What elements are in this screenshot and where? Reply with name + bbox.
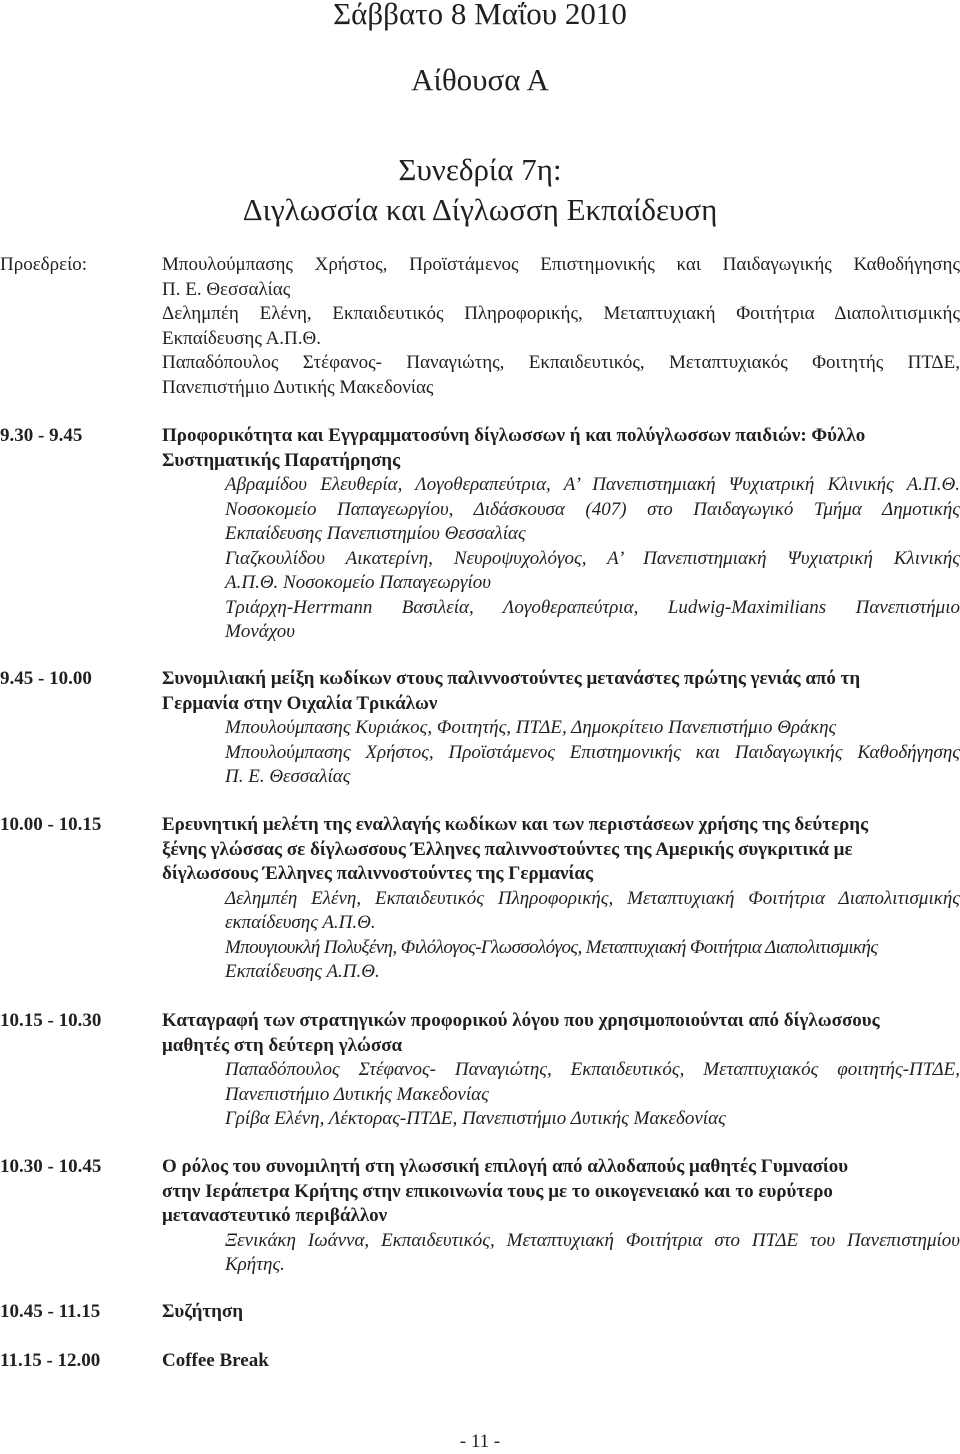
talk-title-line: Ο ρόλος του συνομιλητή στη γλωσσική επιλογή από αλλοδαπούς μαθητές Γυμνασίου [162, 1156, 849, 1177]
coffee-break-label: Coffee Break [162, 1350, 269, 1371]
presidium-line: Εκπαίδευσης Α.Π.Θ. [162, 327, 321, 349]
talk-author-line: Εκπαίδευσης Α.Π.Θ. [225, 961, 380, 982]
page-number: - 11 - [459, 1431, 501, 1452]
presidium-line: Π. Ε. Θεσσαλίας [162, 278, 291, 300]
talk-title-line: Συνομιλιακή μείξη κωδίκων στους παλιννοστούντες μετανάστες πρώτης γενιάς από τη [162, 668, 861, 689]
talk-title-line: μεταναστευτικό περιβάλλον [162, 1205, 388, 1226]
talk-author-line: Κρήτης. [225, 1254, 285, 1275]
talk-time: 10.30 - 10.45 [0, 1156, 102, 1177]
talk-time: 9.30 - 9.45 [0, 425, 83, 446]
talk-author-line: Αβραμίδου Ελευθερία, Λογοθεραπεύτρια, Α’ Πανεπιστημιακή Ψυχιατρική Κλινικής Α.Π.Θ. [225, 474, 960, 495]
talk-title-line: ξένης γλώσσας σε δίγλωσσους Έλληνες παλιννοστούντες της Αμερικής συγκριτικά με [162, 838, 853, 860]
presidium-block [162, 253, 960, 400]
talk-author-line: Μονάχου [225, 621, 295, 642]
presidium-line: Δελημπέη Ελένη, Εκπαιδευτικός Πληροφορικής, Μεταπτυχιακή Φοιτήτρια Διαπολιτισμικής [162, 303, 960, 324]
break-time: 11.15 - 12.00 [0, 1350, 101, 1371]
talk-author-line: εκπαίδευσης Α.Π.Θ. [225, 912, 376, 933]
talk-title-line: Συστηματικής Παρατήρησης [162, 449, 401, 471]
talk-author-line: Γιαζκουλίδου Αικατερίνη, Νευροψυχολόγος, Α’ Πανεπιστημιακή Ψυχιατρική Κλινικής [225, 547, 960, 569]
talk-title-line: Καταγραφή των στρατηγικών προφορικού λόγου που χρησιμοποιούνται από δίγλωσσους [162, 1010, 880, 1031]
talk-entry [162, 667, 960, 790]
talk-author-line: Μπουλούμπασης Χρήστος, Προϊστάμενος Επιστημονικής και Παιδαγωγικής Καθοδήγησης [225, 741, 960, 763]
talk-author-line: Τριάρχη-Herrmann Βασιλεία, Λογοθεραπεύτρια, Ludwig-Maximilians Πανεπιστήμιο [225, 596, 960, 618]
talk-time: 10.00 - 10.15 [0, 814, 102, 835]
talk-entry [162, 1009, 960, 1132]
talk-author-line: Α.Π.Θ. Νοσοκομείο Παπαγεωργίου [225, 572, 491, 593]
talk-entry [162, 424, 960, 645]
talk-author-line: Δελημπέη Ελένη, Εκπαιδευτικός Πληροφορικής, Μεταπτυχιακή Φοιτήτρια Διαπολιτισμικής [225, 887, 960, 909]
talk-author-line: Πανεπιστήμιο Δυτικής Μακεδονίας [225, 1083, 489, 1105]
presidium-line: Παπαδόπουλος Στέφανος- Παναγιώτης, Εκπαιδευτικός, Μεταπτυχιακός Φοιτητής ΠΤΔΕ, [162, 352, 960, 373]
talk-time: 10.15 - 10.30 [0, 1010, 102, 1031]
talk-title-line: μαθητές στη δεύτερη γλώσσα [162, 1034, 403, 1056]
presidium-label: Προεδρείο: [0, 254, 87, 275]
presidium-line: Μπουλούμπασης Χρήστος, Προϊστάμενος Επιστημονικής και Παιδαγωγικής Καθοδήγησης [162, 254, 960, 275]
talk-title-line: στην Ιεράπετρα Κρήτης στην επικοινωνία τους με το οικογενειακό και το ευρύτερο [162, 1180, 833, 1202]
talk-title-line: Γερμανία στην Οιχαλία Τρικάλων [162, 692, 438, 714]
talk-title-line: Ερευνητική μελέτη της εναλλαγής κωδίκων και των περιστάσεων χρήσης της δεύτερης [162, 814, 869, 835]
talk-author-line: Εκπαίδευσης Πανεπιστημίου Θεσσαλίας [225, 523, 526, 544]
break-time: 10.45 - 11.15 [0, 1301, 101, 1322]
session-title: Συνεδρία 7η: [398, 152, 562, 187]
talk-author-line: Παπαδόπουλος Στέφανος- Παναγιώτης, Εκπαιδευτικός, Μεταπτυχιακός φοιτητής-ΠΤΔΕ, [225, 1059, 960, 1080]
presidium-line: Πανεπιστήμιο Δυτικής Μακεδονίας [162, 376, 434, 398]
date-title: Σάββατο 8 Μαΐου 2010 [333, 0, 627, 31]
hall-title: Αίθουσα Α [411, 62, 549, 97]
talk-author-line: Ξενικάκη Ιωάννα, Εκπαιδευτικός, Μεταπτυχιακή Φοιτήτρια στο ΠΤΔΕ του Πανεπιστημίου [225, 1229, 960, 1251]
session-topic: Διγλωσσία και Δίγλωσση Εκπαίδευση [242, 192, 718, 227]
talk-author-line: Νοσοκομείο Παπαγεωργίου, Διδάσκουσα (407) στο Παιδαγωγικό Τμήμα Δημοτικής [225, 498, 960, 520]
talk-title-line: Προφορικότητα και Εγγραμματοσύνη δίγλωσσων ή και πολύγλωσσων παιδιών: Φύλλο [162, 425, 866, 446]
talk-author-line: Μπουλούμπασης Κυριάκος, Φοιτητής, ΠΤΔΕ, Δημοκρίτειο Πανεπιστήμιο Θράκης [225, 717, 837, 738]
talk-author-line: Μπουγιουκλή Πολυξένη, Φιλόλογος-Γλωσσολόγος, Μεταπτυχιακή Φοιτήτρια Διαπολιτισμικής [225, 936, 878, 958]
talk-author-line: Π. Ε. Θεσσαλίας [225, 766, 351, 787]
talk-title-line: δίγλωσσους Έλληνες παλιννοστούντες της Γερμανίας [162, 863, 594, 884]
talk-time: 9.45 - 10.00 [0, 668, 92, 689]
discussion-label: Συζήτηση [162, 1301, 244, 1322]
talk-entry [162, 813, 960, 985]
talk-author-line: Γρίβα Ελένη, Λέκτορας-ΠΤΔΕ, Πανεπιστήμιο Δυτικής Μακεδονίας [225, 1108, 726, 1129]
talk-entry [162, 1155, 960, 1278]
